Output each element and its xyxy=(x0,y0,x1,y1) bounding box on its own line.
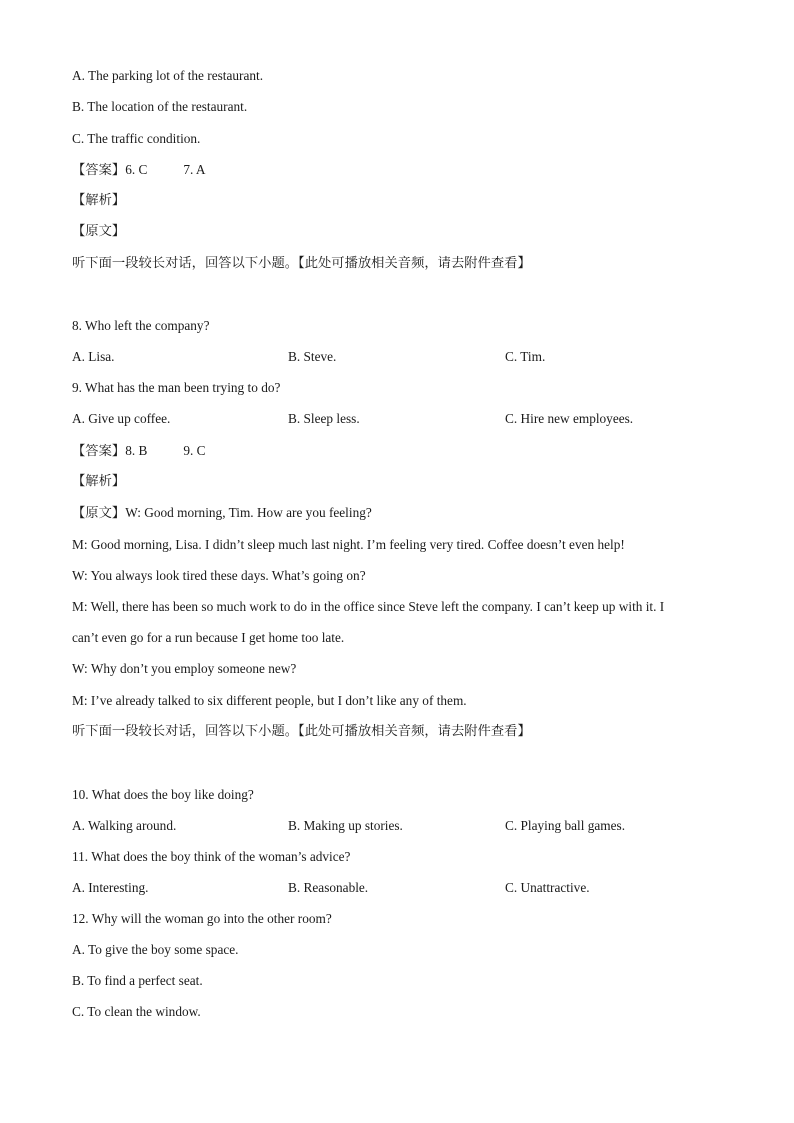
option-text: A. The parking lot of the restaurant. xyxy=(72,68,264,83)
option-text: C. Playing ball games. xyxy=(505,818,626,833)
question-11: 11. What does the boy think of the woman’s advice? xyxy=(72,849,351,864)
question-8-options xyxy=(72,348,546,366)
answer-label: 【答案】 xyxy=(72,163,126,178)
option-c-line xyxy=(72,130,200,148)
question-9-options xyxy=(72,410,634,428)
option-text: C. Unattractive. xyxy=(505,880,590,895)
original-label: 【原文】 xyxy=(72,224,126,239)
option-text: C. The traffic condition. xyxy=(72,131,201,146)
question-11-options xyxy=(72,879,590,897)
instruction-text: 听下面一段较长对话，回答以下小题。【此处可播放相关音频，请去附件查看】 xyxy=(72,256,531,271)
option-text: B. Sleep less. xyxy=(288,411,360,426)
analysis-label: 【解析】 xyxy=(72,193,126,208)
option-text: A. Interesting. xyxy=(72,880,149,895)
question-12: 12. Why will the woman go into the other room? xyxy=(72,911,332,926)
option-a-line xyxy=(72,67,263,85)
answer-value: 7. A xyxy=(183,162,206,177)
analysis-label: 【解析】 xyxy=(72,474,126,489)
option-text: B. Reasonable. xyxy=(288,880,369,895)
answer-line-8-9 xyxy=(72,442,206,461)
dialog-line xyxy=(72,504,372,523)
option-text: B. Steve. xyxy=(288,349,337,364)
dialog-line: M: Well, there has been so much work to do in the office since Steve left the company. I can’t keep up with it. I xyxy=(72,599,665,614)
answer-value: 9. C xyxy=(183,443,206,458)
question-9: 9. What has the man been trying to do? xyxy=(72,380,281,395)
question-10-options xyxy=(72,817,626,835)
dialog-line: M: Good morning, Lisa. I didn’t sleep much last night. I’m feeling very tired. Coffee doesn’t even help! xyxy=(72,537,625,552)
original-label: 【原文】 xyxy=(72,506,126,521)
dialog-line: W: Why don’t you employ someone new? xyxy=(72,661,297,676)
answer-label: 【答案】 xyxy=(72,444,126,459)
answer-value: 6. C xyxy=(125,162,148,177)
option-text: B. The location of the restaurant. xyxy=(72,99,248,114)
dialog-line: can’t even go for a run because I get home too late. xyxy=(72,630,345,645)
option-text: A. Walking around. xyxy=(72,818,177,833)
instruction-text: 听下面一段较长对话，回答以下小题。【此处可播放相关音频，请去附件查看】 xyxy=(72,724,531,739)
option-text: C. Hire new employees. xyxy=(505,411,634,426)
dialog-text: W: Good morning, Tim. How are you feeling? xyxy=(125,505,372,520)
option-b-line xyxy=(72,98,247,116)
dialog-line: W: You always look tired these days. What’s going on? xyxy=(72,568,366,583)
dialog-line: M: I’ve already talked to six different people, but I don’t like any of them. xyxy=(72,693,467,708)
question-10: 10. What does the boy like doing? xyxy=(72,787,254,802)
option-c-line: C. To clean the window. xyxy=(72,1004,201,1019)
question-8: 8. Who left the company? xyxy=(72,318,210,333)
option-a-line: A. To give the boy some space. xyxy=(72,942,239,957)
option-text: B. Making up stories. xyxy=(288,818,403,833)
answer-line-6-7 xyxy=(72,161,206,180)
option-text: C. Tim. xyxy=(505,349,546,364)
answer-value: 8. B xyxy=(125,443,148,458)
option-text: A. Give up coffee. xyxy=(72,411,171,426)
option-text: A. Lisa. xyxy=(72,349,115,364)
option-b-line: B. To find a perfect seat. xyxy=(72,973,203,988)
